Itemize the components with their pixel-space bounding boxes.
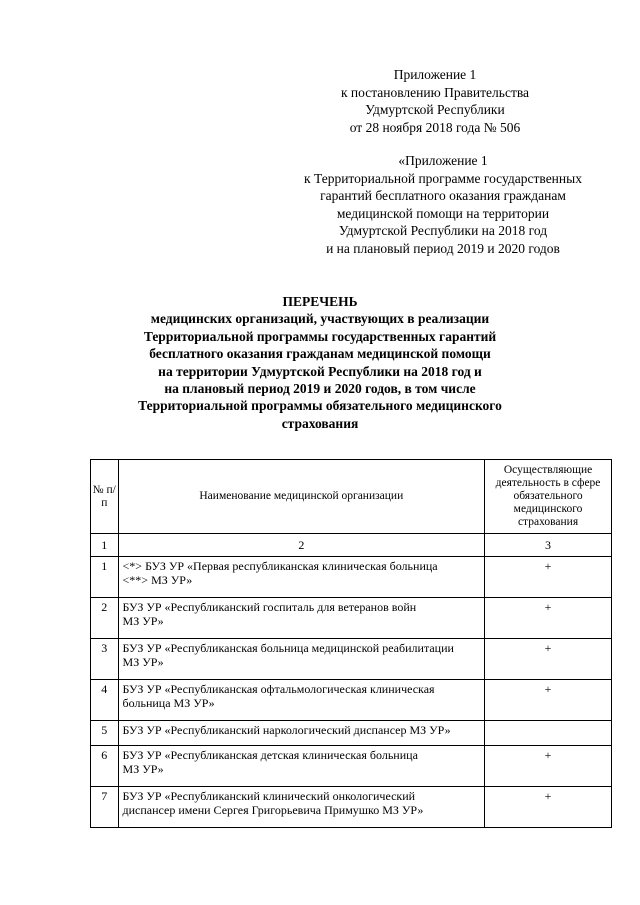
row-oms-mark: + xyxy=(485,746,612,787)
row-num: 1 xyxy=(91,557,119,598)
table-row xyxy=(91,680,612,721)
appendix-program-block xyxy=(268,152,618,257)
org-name: БУЗ УР «Республиканская офтальмологическая клиническая больница МЗ УР» xyxy=(122,682,435,710)
header-oms: Осуществляющие деятельность в сфере обязательного медицинского страхования xyxy=(485,460,612,534)
index-cell: 2 xyxy=(118,534,485,557)
org-name: БУЗ УР «Республиканская больница медицинской реабилитации МЗ УР» xyxy=(122,641,454,669)
org-name: БУЗ УР «Республиканский наркологический диспансер МЗ УР» xyxy=(122,723,451,737)
row-name xyxy=(118,639,485,680)
title-heading: ПЕРЕЧЕНЬ xyxy=(282,294,358,309)
title-line: бесплатного оказания гражданам медицинской помощи xyxy=(149,346,491,362)
appendix-line: гарантий бесплатного оказания гражданам xyxy=(320,188,566,203)
org-name: БУЗ УР «Республиканский клинический онкологический диспансер имени Сергея Григорьевича Примушко МЗ УР» xyxy=(122,789,424,817)
row-oms-mark: + xyxy=(485,557,612,598)
row-num: 2 xyxy=(91,598,119,639)
table-row xyxy=(91,787,612,828)
row-oms-mark: + xyxy=(485,598,612,639)
row-name xyxy=(118,787,485,828)
document-title xyxy=(100,293,540,432)
appendix-line: и на плановый период 2019 и 2020 годов xyxy=(326,240,560,256)
appendix-line: «Приложение 1 xyxy=(398,153,488,168)
row-num: 7 xyxy=(91,787,119,828)
table-row xyxy=(91,639,612,680)
organizations-table xyxy=(90,459,612,828)
row-name xyxy=(118,598,485,639)
row-oms-mark: + xyxy=(485,787,612,828)
header-name: Наименование медицинской организации xyxy=(118,460,485,534)
row-num: 5 xyxy=(91,721,119,746)
title-line: страхования xyxy=(281,415,359,431)
row-num: 6 xyxy=(91,746,119,787)
row-oms-mark xyxy=(485,721,612,746)
header-num: № п/п xyxy=(91,460,119,534)
row-name xyxy=(118,557,485,598)
row-oms-mark: + xyxy=(485,639,612,680)
title-line: медицинских организаций, участвующих в реализации xyxy=(150,311,490,327)
title-line: на территории Удмуртской Республики на 2018 год и xyxy=(158,363,482,379)
row-name xyxy=(118,680,485,721)
appendix-line: медицинской помощи на территории xyxy=(336,205,550,221)
appendix-line: к Территориальной программе государственных xyxy=(304,170,582,186)
row-name xyxy=(118,746,485,787)
appendix-resolution-block xyxy=(300,66,570,136)
title-line: Территориальной программы государственных гарантий xyxy=(143,328,497,344)
appendix-line: от 28 ноября 2018 года № 506 xyxy=(349,119,521,135)
appendix-line: Удмуртской Республики на 2018 год xyxy=(338,223,548,238)
table-row xyxy=(91,746,612,787)
appendix-line: к постановлению Правительства xyxy=(340,84,530,100)
row-oms-mark: + xyxy=(485,680,612,721)
index-cell: 1 xyxy=(91,534,119,557)
row-name xyxy=(118,721,485,746)
org-name: <*> БУЗ УР «Первая республиканская клиническая больница <**> МЗ УР» xyxy=(122,559,438,587)
org-name: БУЗ УР «Республиканский госпиталь для ветеранов войн МЗ УР» xyxy=(122,600,417,628)
row-num: 3 xyxy=(91,639,119,680)
appendix-line: Приложение 1 xyxy=(393,67,477,82)
table-header-row xyxy=(91,460,612,534)
index-cell: 3 xyxy=(485,534,612,557)
column-index-row xyxy=(91,534,612,557)
title-line: Территориальной программы обязательного медицинского xyxy=(138,398,502,414)
table-row xyxy=(91,598,612,639)
row-num: 4 xyxy=(91,680,119,721)
table-row xyxy=(91,557,612,598)
title-line: на плановый период 2019 и 2020 годов, в том числе xyxy=(164,381,476,397)
table-row xyxy=(91,721,612,746)
org-name: БУЗ УР «Республиканская детская клиническая больница МЗ УР» xyxy=(122,748,418,776)
appendix-line: Удмуртской Республики xyxy=(365,102,505,117)
